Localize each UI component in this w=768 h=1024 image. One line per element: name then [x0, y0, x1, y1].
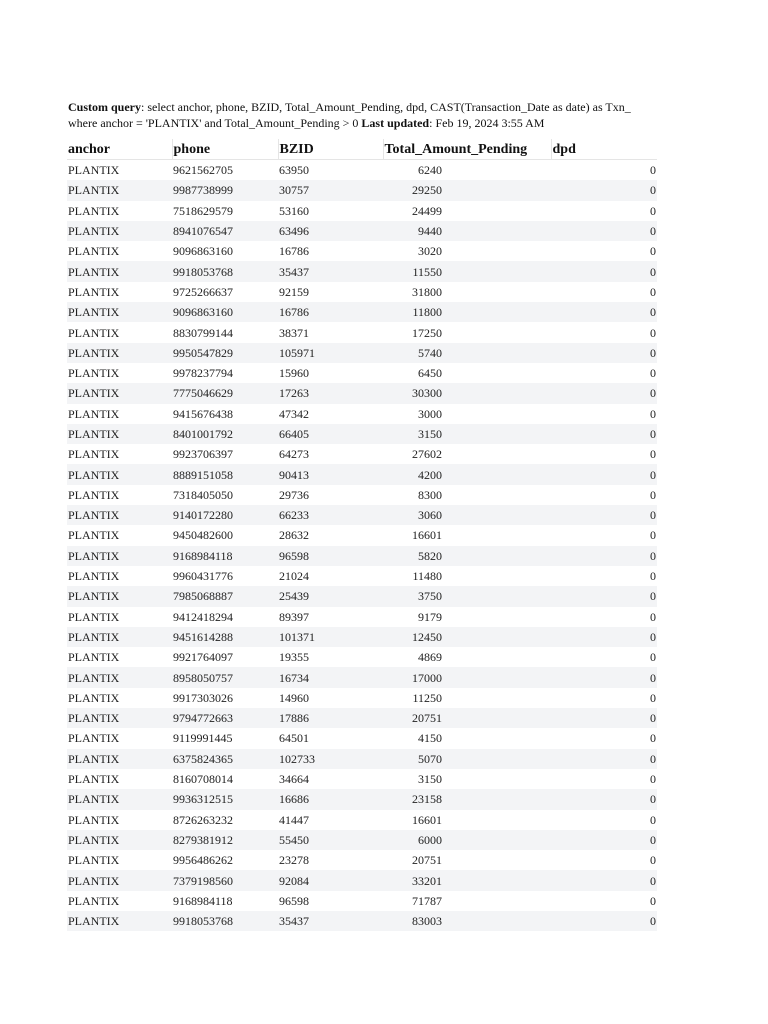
cell-anchor: PLANTIX [67, 911, 172, 931]
result-table [67, 139, 657, 931]
cell-total-amount-pending: 6450 [418, 366, 442, 381]
cell-phone: 9923706397 [173, 447, 233, 462]
cell-bzid: 29736 [279, 487, 309, 502]
cell-dpd: 0 [551, 221, 657, 241]
cell-phone: 6375824365 [172, 749, 278, 769]
cell-phone: 9450482600 [173, 528, 233, 543]
cell-bzid: 21024 [279, 569, 309, 584]
cell-dpd: 0 [551, 749, 657, 769]
cell-dpd: 0 [650, 163, 656, 178]
cell-phone: 9415676438 [173, 406, 233, 421]
table-row [67, 343, 657, 363]
cell-anchor: PLANTIX [68, 569, 120, 584]
cell-anchor: PLANTIX [67, 586, 172, 606]
cell-total-amount-pending: 5740 [383, 343, 551, 363]
cell-phone: 9621562705 [173, 163, 233, 178]
cell-anchor: PLANTIX [67, 830, 172, 850]
cell-anchor: PLANTIX [68, 244, 120, 259]
cell-total-amount-pending: 20751 [383, 708, 551, 728]
cell-dpd: 0 [650, 487, 656, 502]
cell-bzid: 64273 [279, 447, 309, 462]
cell-dpd: 0 [650, 853, 656, 868]
table-row [67, 566, 657, 586]
cell-total-amount-pending: 4200 [383, 464, 551, 484]
cell-dpd: 0 [650, 528, 656, 543]
cell-total-amount-pending: 8300 [418, 487, 442, 502]
cell-anchor: PLANTIX [67, 708, 172, 728]
cell-anchor: PLANTIX [68, 447, 120, 462]
cell-total-amount-pending: 9440 [383, 221, 551, 241]
cell-total-amount-pending: 4869 [418, 650, 442, 665]
table-row [67, 404, 657, 424]
cell-dpd: 0 [650, 447, 656, 462]
table-row [67, 749, 657, 769]
query-text-line1: : select anchor, phone, BZID, Total_Amount_Pending, dpd, CAST(Transaction_Date as date) as Txn_ [141, 100, 631, 114]
cell-dpd: 0 [551, 464, 657, 484]
cell-bzid: 35437 [278, 911, 383, 931]
cell-anchor: PLANTIX [68, 406, 120, 421]
cell-total-amount-pending: 17000 [383, 667, 551, 687]
cell-phone: 8889151058 [172, 464, 278, 484]
table-row [67, 870, 657, 890]
cell-anchor: PLANTIX [68, 609, 120, 624]
cell-phone: 7318405050 [173, 487, 233, 502]
cell-total-amount-pending: 3150 [383, 424, 551, 444]
cell-phone: 9921764097 [173, 650, 233, 665]
cell-bzid: 96598 [278, 546, 383, 566]
cell-bzid: 66405 [278, 424, 383, 444]
cell-total-amount-pending: 3020 [418, 244, 442, 259]
cell-total-amount-pending: 20751 [412, 853, 442, 868]
cell-bzid: 90413 [278, 464, 383, 484]
cell-phone: 7518629579 [173, 203, 233, 218]
cell-dpd: 0 [551, 708, 657, 728]
cell-dpd: 0 [650, 325, 656, 340]
table-row [67, 505, 657, 525]
table-row [67, 769, 657, 789]
cell-dpd: 0 [650, 772, 656, 787]
table-row [67, 850, 657, 870]
cell-phone: 9956486262 [173, 853, 233, 868]
cell-bzid: 63950 [279, 163, 309, 178]
table-row [67, 789, 657, 809]
cell-anchor: PLANTIX [67, 546, 172, 566]
cell-anchor: PLANTIX [68, 853, 120, 868]
cell-dpd: 0 [650, 244, 656, 259]
cell-total-amount-pending: 4150 [418, 731, 442, 746]
table-row [67, 891, 657, 911]
cell-total-amount-pending: 5070 [383, 749, 551, 769]
cell-bzid: 16686 [278, 789, 383, 809]
table-row [67, 830, 657, 850]
cell-bzid: 89397 [279, 609, 309, 624]
cell-anchor: PLANTIX [68, 284, 120, 299]
cell-anchor: PLANTIX [67, 464, 172, 484]
table-row [67, 282, 657, 302]
cell-dpd: 0 [551, 546, 657, 566]
cell-total-amount-pending: 83003 [383, 911, 551, 931]
cell-bzid: 16786 [278, 302, 383, 322]
cell-anchor: PLANTIX [68, 325, 120, 340]
cell-phone: 8726263232 [173, 812, 233, 827]
cell-anchor: PLANTIX [68, 731, 120, 746]
cell-phone: 9936312515 [172, 789, 278, 809]
cell-bzid: 92084 [278, 870, 383, 890]
cell-anchor: PLANTIX [67, 627, 172, 647]
column-header-anchor[interactable]: anchor [67, 139, 172, 160]
cell-phone: 9140172280 [172, 505, 278, 525]
cell-total-amount-pending: 16601 [412, 812, 442, 827]
table-row [67, 525, 657, 545]
cell-anchor: PLANTIX [67, 870, 172, 890]
cell-bzid: 105971 [278, 343, 383, 363]
cell-phone: 9119991445 [173, 731, 233, 746]
cell-dpd: 0 [650, 893, 656, 908]
table-row [67, 160, 657, 181]
cell-total-amount-pending: 31800 [412, 284, 442, 299]
table-row [67, 444, 657, 464]
cell-anchor: PLANTIX [67, 424, 172, 444]
cell-phone: 9960431776 [173, 569, 233, 584]
cell-phone: 9950547829 [172, 343, 278, 363]
cell-dpd: 0 [551, 424, 657, 444]
table-row [67, 607, 657, 627]
cell-anchor: PLANTIX [68, 772, 120, 787]
table-body [67, 160, 657, 932]
cell-total-amount-pending: 3000 [418, 406, 442, 421]
cell-bzid: 16734 [278, 667, 383, 687]
cell-total-amount-pending: 17250 [412, 325, 442, 340]
cell-phone: 9794772663 [172, 708, 278, 728]
cell-bzid: 34664 [279, 772, 309, 787]
cell-total-amount-pending: 11800 [383, 302, 551, 322]
cell-bzid: 92159 [279, 284, 309, 299]
cell-bzid: 14960 [279, 690, 309, 705]
cell-total-amount-pending: 11550 [383, 261, 551, 281]
cell-bzid: 41447 [279, 812, 309, 827]
cell-phone: 9725266637 [173, 284, 233, 299]
cell-anchor: PLANTIX [67, 505, 172, 525]
column-header-dpd[interactable]: dpd [551, 139, 657, 160]
cell-bzid: 19355 [279, 650, 309, 665]
cell-bzid: 47342 [279, 406, 309, 421]
cell-bzid: 96598 [279, 893, 309, 908]
table-row [67, 627, 657, 647]
column-header-total-amount-pending[interactable]: Total_Amount_Pending [383, 139, 551, 160]
cell-anchor: PLANTIX [68, 650, 120, 665]
cell-dpd: 0 [650, 406, 656, 421]
cell-anchor: PLANTIX [68, 203, 120, 218]
cell-phone: 7379198560 [172, 870, 278, 890]
cell-dpd: 0 [551, 261, 657, 281]
query-header [68, 99, 660, 131]
cell-total-amount-pending: 6000 [383, 830, 551, 850]
cell-dpd: 0 [650, 609, 656, 624]
cell-bzid: 25439 [278, 586, 383, 606]
table-row [67, 667, 657, 687]
table-row [67, 180, 657, 200]
cell-phone: 7775046629 [172, 383, 278, 403]
cell-phone: 9451614288 [172, 627, 278, 647]
cell-dpd: 0 [551, 586, 657, 606]
cell-bzid: 17886 [278, 708, 383, 728]
cell-phone: 7985068887 [172, 586, 278, 606]
cell-anchor: PLANTIX [68, 528, 120, 543]
table-row [67, 201, 657, 221]
cell-bzid: 15960 [279, 366, 309, 381]
cell-dpd: 0 [650, 650, 656, 665]
cell-phone: 9168984118 [172, 546, 278, 566]
column-header-bzid[interactable]: BZID [278, 139, 383, 160]
cell-total-amount-pending: 11480 [412, 569, 442, 584]
cell-phone: 8830799144 [173, 325, 233, 340]
cell-bzid: 28632 [279, 528, 309, 543]
table-row [67, 586, 657, 606]
table-row [67, 708, 657, 728]
cell-total-amount-pending: 9179 [418, 609, 442, 624]
cell-total-amount-pending: 29250 [383, 180, 551, 200]
cell-dpd: 0 [650, 366, 656, 381]
cell-dpd: 0 [650, 731, 656, 746]
cell-phone: 8401001792 [172, 424, 278, 444]
cell-dpd: 0 [650, 284, 656, 299]
query-text-line2: where anchor = 'PLANTIX' and Total_Amount_Pending > 0 [68, 116, 362, 130]
table-row [67, 424, 657, 444]
cell-dpd: 0 [551, 180, 657, 200]
cell-total-amount-pending: 3150 [418, 772, 442, 787]
cell-total-amount-pending: 33201 [383, 870, 551, 890]
cell-phone: 9978237794 [173, 366, 233, 381]
cell-total-amount-pending: 11250 [412, 690, 442, 705]
cell-phone: 9168984118 [173, 893, 233, 908]
table-row [67, 363, 657, 383]
cell-dpd: 0 [551, 830, 657, 850]
cell-phone: 9918053768 [172, 911, 278, 931]
table-row [67, 546, 657, 566]
cell-bzid: 102733 [278, 749, 383, 769]
cell-dpd: 0 [551, 627, 657, 647]
table-row [67, 485, 657, 505]
table-row [67, 302, 657, 322]
cell-bzid: 66233 [278, 505, 383, 525]
cell-phone: 8279381912 [172, 830, 278, 850]
cell-phone: 9096863160 [173, 244, 233, 259]
table-row [67, 911, 657, 931]
cell-bzid: 101371 [278, 627, 383, 647]
cell-total-amount-pending: 30300 [383, 383, 551, 403]
cell-phone: 9096863160 [172, 302, 278, 322]
table-row [67, 647, 657, 667]
table-row [67, 383, 657, 403]
cell-total-amount-pending: 71787 [412, 893, 442, 908]
cell-phone: 8160708014 [173, 772, 233, 787]
cell-dpd: 0 [551, 789, 657, 809]
cell-bzid: 64501 [279, 731, 309, 746]
cell-anchor: PLANTIX [68, 812, 120, 827]
last-updated-label: Last updated [361, 116, 430, 130]
cell-dpd: 0 [551, 667, 657, 687]
cell-total-amount-pending: 3750 [383, 586, 551, 606]
cell-dpd: 0 [650, 203, 656, 218]
cell-bzid: 17263 [278, 383, 383, 403]
table-row [67, 728, 657, 748]
cell-anchor: PLANTIX [67, 383, 172, 403]
cell-anchor: PLANTIX [67, 667, 172, 687]
cell-anchor: PLANTIX [67, 221, 172, 241]
cell-bzid: 23278 [279, 853, 309, 868]
cell-bzid: 16786 [279, 244, 309, 259]
cell-phone: 9987738999 [172, 180, 278, 200]
cell-anchor: PLANTIX [67, 749, 172, 769]
cell-bzid: 63496 [278, 221, 383, 241]
table-row [67, 810, 657, 830]
cell-phone: 8941076547 [172, 221, 278, 241]
cell-phone: 8958050757 [172, 667, 278, 687]
table-row [67, 322, 657, 342]
cell-total-amount-pending: 3060 [383, 505, 551, 525]
table-row [67, 221, 657, 241]
cell-total-amount-pending: 12450 [383, 627, 551, 647]
cell-dpd: 0 [551, 302, 657, 322]
cell-total-amount-pending: 27602 [412, 447, 442, 462]
cell-bzid: 35437 [278, 261, 383, 281]
cell-bzid: 30757 [278, 180, 383, 200]
table-row [67, 688, 657, 708]
table-row [67, 464, 657, 484]
cell-anchor: PLANTIX [68, 893, 120, 908]
custom-query-label: Custom query [68, 100, 142, 114]
cell-dpd: 0 [650, 690, 656, 705]
cell-total-amount-pending: 24499 [412, 203, 442, 218]
cell-dpd: 0 [650, 812, 656, 827]
cell-anchor: PLANTIX [67, 789, 172, 809]
cell-total-amount-pending: 6240 [418, 163, 442, 178]
cell-bzid: 53160 [279, 203, 309, 218]
cell-anchor: PLANTIX [67, 261, 172, 281]
cell-dpd: 0 [551, 911, 657, 931]
cell-dpd: 0 [551, 383, 657, 403]
cell-total-amount-pending: 5820 [383, 546, 551, 566]
cell-anchor: PLANTIX [68, 487, 120, 502]
cell-anchor: PLANTIX [67, 302, 172, 322]
cell-bzid: 38371 [279, 325, 309, 340]
cell-anchor: PLANTIX [68, 366, 120, 381]
table-row [67, 241, 657, 261]
cell-phone: 9918053768 [172, 261, 278, 281]
cell-dpd: 0 [551, 343, 657, 363]
cell-anchor: PLANTIX [67, 343, 172, 363]
last-updated-value: : Feb 19, 2024 3:55 AM [429, 116, 545, 130]
cell-phone: 9917303026 [173, 690, 233, 705]
cell-anchor: PLANTIX [68, 690, 120, 705]
cell-total-amount-pending: 23158 [383, 789, 551, 809]
cell-total-amount-pending: 16601 [412, 528, 442, 543]
cell-phone: 9412418294 [173, 609, 233, 624]
table-row [67, 261, 657, 281]
cell-bzid: 55450 [278, 830, 383, 850]
cell-dpd: 0 [650, 569, 656, 584]
column-header-phone[interactable]: phone [172, 139, 278, 160]
table-header-row [67, 139, 657, 160]
cell-dpd: 0 [551, 870, 657, 890]
cell-anchor: PLANTIX [67, 180, 172, 200]
cell-dpd: 0 [551, 505, 657, 525]
cell-anchor: PLANTIX [68, 163, 120, 178]
